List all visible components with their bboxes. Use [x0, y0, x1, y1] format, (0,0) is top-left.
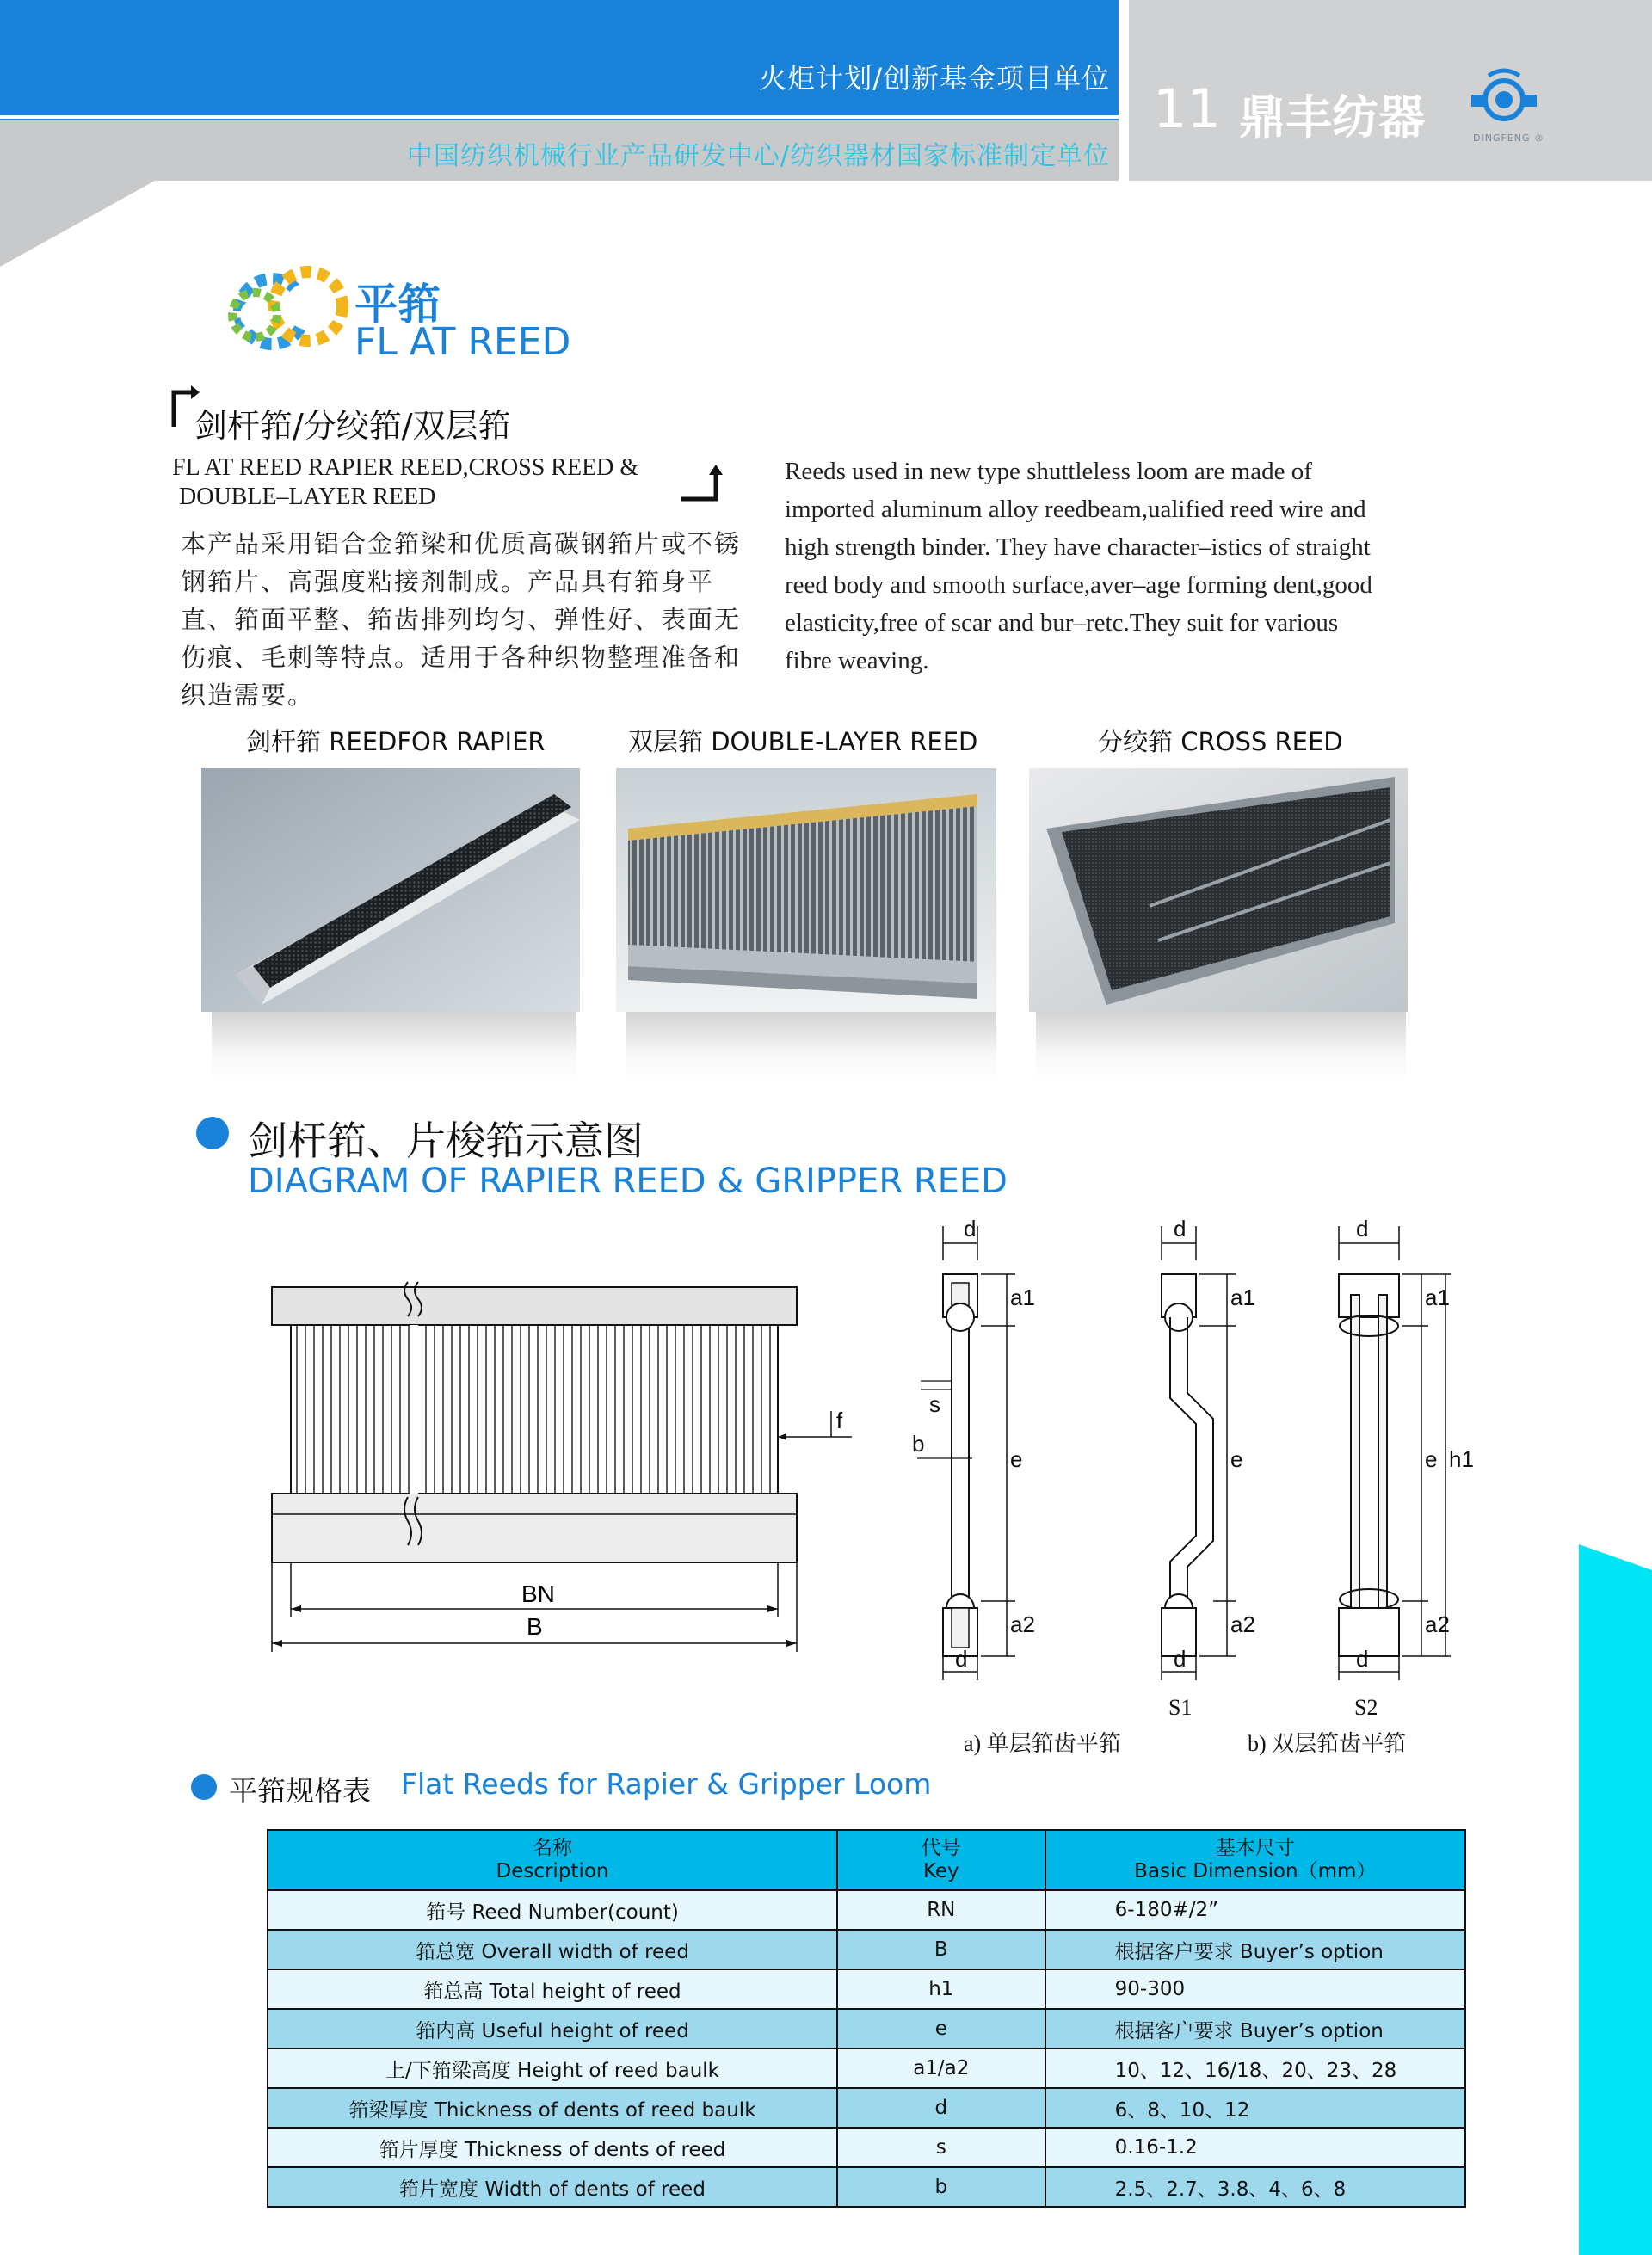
- photo-caption-rapier: 剑杆筘 REEDFOR RAPIER: [246, 727, 546, 756]
- brand-logo-text: DINGFENG ®: [1473, 132, 1544, 144]
- header-line1: 火炬计划/创新基金项目单位: [759, 62, 1110, 95]
- cell-desc: 筘内高 Useful height of reed: [268, 2009, 837, 2049]
- label-d-bottom-a: d: [955, 1646, 968, 1672]
- cell-dim: 6-180#/2”: [1045, 1890, 1465, 1930]
- photo-cross-reed: [1029, 768, 1408, 1012]
- page-title-en: FL AT REED: [354, 320, 571, 364]
- label-a1-s2: a1: [1425, 1285, 1450, 1310]
- return-arrow-icon: [681, 465, 726, 504]
- cell-key: a1/a2: [837, 2049, 1045, 2088]
- cell-dim: 根据客户要求 Buyer’s option: [1045, 1930, 1465, 1969]
- section-s2: [1339, 1216, 1474, 1720]
- section-s1: [1162, 1216, 1255, 1720]
- label-e-a: e: [1010, 1446, 1023, 1472]
- cell-key: e: [837, 2009, 1045, 2049]
- header-dimension: 基本尺寸 Basic Dimension（mm）: [1045, 1830, 1465, 1890]
- page-number: 11: [1153, 77, 1221, 140]
- subtitle-en-line2: DOUBLE–LAYER REED: [179, 484, 436, 510]
- cell-key: RN: [837, 1890, 1045, 1930]
- label-h1: h1: [1449, 1446, 1474, 1472]
- cell-desc: 筘片厚度 Thickness of dents of reed: [268, 2128, 837, 2167]
- table-row: [268, 1930, 1465, 1969]
- table-row: [268, 1890, 1465, 1930]
- cell-key: B: [837, 1930, 1045, 1969]
- reed-cross-section-diagram: [895, 1209, 1497, 1768]
- subtitle-en-line1: FL AT REED RAPIER REED,CROSS REED &: [172, 454, 639, 481]
- caption-double-layer: b) 双层筘齿平筘: [1248, 1731, 1407, 1756]
- cell-dim: 0.16-1.2: [1045, 2128, 1465, 2167]
- label-d-top-a: d: [964, 1216, 977, 1241]
- label-f: f: [836, 1408, 843, 1433]
- diagram-section-title-en: DIAGRAM OF RAPIER REED & GRIPPER REED: [248, 1161, 1008, 1201]
- cell-dim: 90-300: [1045, 1969, 1465, 2009]
- header-line2: 中国纺织机械行业产品研发中心/纺织器材国家标准制定单位: [406, 141, 1110, 171]
- cell-dim: 2.5、2.7、3.8、4、6、8: [1045, 2167, 1465, 2207]
- photo-caption-cross: 分绞筘 CROSS REED: [1098, 727, 1343, 756]
- label-a1-a: a1: [1010, 1285, 1035, 1310]
- side-cyan-band: [1579, 1544, 1652, 2255]
- label-d-top-s1: d: [1174, 1216, 1187, 1241]
- gear-logo-icon: [222, 263, 373, 358]
- brand-logo-icon: [1463, 65, 1545, 134]
- table-header-row: [268, 1830, 1465, 1890]
- label-s1: S1: [1168, 1695, 1193, 1720]
- table-row: [268, 2009, 1465, 2049]
- label-a1-s1: a1: [1230, 1285, 1255, 1310]
- label-b-dent: b: [912, 1431, 925, 1457]
- label-d-bottom-s1: d: [1174, 1646, 1187, 1672]
- label-a2-s2: a2: [1425, 1611, 1450, 1637]
- caption-single-layer: a) 单层筘齿平筘: [964, 1731, 1121, 1756]
- label-d-top-s2: d: [1356, 1216, 1369, 1241]
- label-a2-s1: a2: [1230, 1611, 1255, 1637]
- subtitle-cn: 剑杆筘/分绞筘/双层筘: [194, 407, 511, 445]
- label-d-bottom-s2: d: [1356, 1646, 1369, 1672]
- cell-key: b: [837, 2167, 1045, 2207]
- cell-desc: 筘片宽度 Width of dents of reed: [268, 2167, 837, 2207]
- section-a: [912, 1216, 1035, 1680]
- photo-caption-double-layer: 双层筘 DOUBLE-LAYER REED: [628, 727, 978, 756]
- table-row: [268, 2088, 1465, 2128]
- label-bn: BN: [521, 1580, 555, 1607]
- table-title-cn: 平筘规格表: [229, 1774, 371, 1808]
- photo-shadow: [1036, 1012, 1406, 1081]
- reed-front-diagram: [258, 1265, 860, 1695]
- description-en: Reeds used in new type shuttleless loom are made of imported aluminum alloy reedbeam,ualified reed wire and high strength binder. They have character–istics of straight reed body and smooth surface,aver–age forming dent,good elasticity,free of scar and bur–retc.They suit for various fibre weaving.: [785, 458, 1372, 675]
- cell-desc: 筘总高 Total height of reed: [268, 1969, 837, 2009]
- cell-dim: 6、8、10、12: [1045, 2088, 1465, 2128]
- cell-desc: 筘梁厚度 Thickness of dents of reed baulk: [268, 2088, 837, 2128]
- header-key: 代号 Key: [837, 1830, 1045, 1890]
- header-slant-decoration: [0, 181, 155, 267]
- table-title-en: Flat Reeds for Rapier & Gripper Loom: [401, 1767, 932, 1801]
- brand-name: 鼎丰纺器: [1239, 90, 1425, 145]
- description-cn: 本产品采用铝合金筘梁和优质高碳钢筘片或不锈钢筘片、高强度粘接剂制成。产品具有筘身平直、筘面平整、筘齿排列均匀、弹性好、表面无伤痕、毛刺等特点。适用于各种织物整理准备和织造需要。: [181, 529, 742, 710]
- header-description: 名称 Description: [268, 1830, 837, 1890]
- cell-dim: 根据客户要求 Buyer’s option: [1045, 2009, 1465, 2049]
- label-b-total: B: [527, 1613, 543, 1640]
- table-row: [268, 2049, 1465, 2088]
- label-s: s: [929, 1391, 940, 1417]
- label-e-s1: e: [1230, 1446, 1243, 1472]
- cell-key: d: [837, 2088, 1045, 2128]
- header-divider: [0, 115, 1127, 119]
- photo-shadow: [626, 1012, 996, 1081]
- label-e-s2: e: [1425, 1446, 1438, 1472]
- cell-dim: 10、12、16/18、20、23、28: [1045, 2049, 1465, 2088]
- section-bullet: [196, 1117, 229, 1149]
- photo-rapier-reed: [201, 768, 580, 1012]
- cell-desc: 筘号 Reed Number(count): [268, 1890, 837, 1930]
- cell-desc: 筘总宽 Overall width of reed: [268, 1930, 837, 1969]
- table-row: [268, 2128, 1465, 2167]
- cell-key: s: [837, 2128, 1045, 2167]
- table-row: [268, 1969, 1465, 2009]
- photo-double-layer-reed: [616, 768, 996, 1012]
- page-title-cn: 平筘: [354, 280, 441, 330]
- table-row: [268, 2167, 1465, 2207]
- label-a2-a: a2: [1010, 1611, 1035, 1637]
- cell-desc: 上/下筘梁高度 Height of reed baulk: [268, 2049, 837, 2088]
- cell-key: h1: [837, 1969, 1045, 2009]
- photo-shadow: [212, 1012, 576, 1081]
- label-s2: S2: [1354, 1695, 1378, 1720]
- table-bullet: [191, 1774, 217, 1800]
- diagram-section-title-cn: 剑杆筘、片梭筘示意图: [248, 1118, 644, 1164]
- spec-table: [267, 1829, 1466, 2208]
